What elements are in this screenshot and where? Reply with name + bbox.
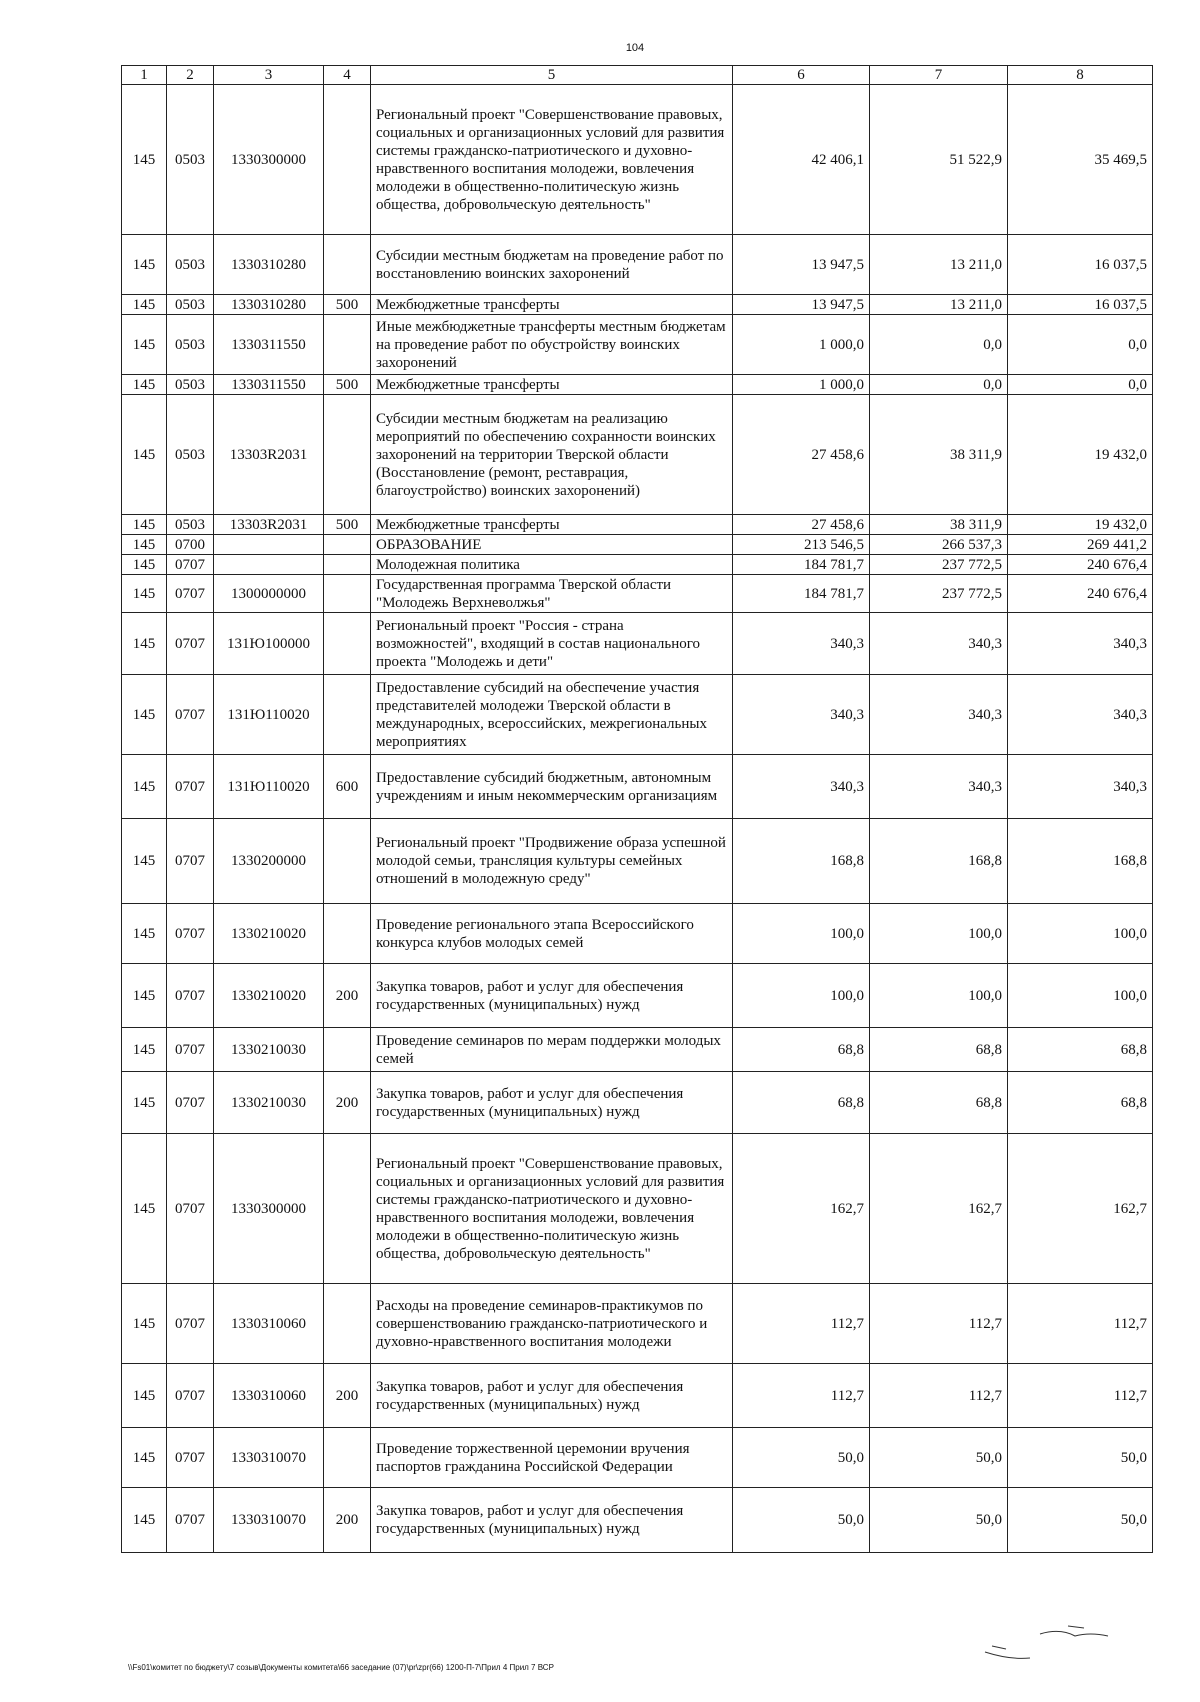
cell-col-5: Проведение торжественной церемонии вручения паспортов гражданина Российской Федерации xyxy=(371,1428,733,1488)
cell-col-3: 1330310070 xyxy=(214,1428,324,1488)
cell-col-8: 50,0 xyxy=(1008,1488,1153,1553)
cell-col-4 xyxy=(324,1428,371,1488)
cell-col-8: 68,8 xyxy=(1008,1072,1153,1134)
cell-col-4 xyxy=(324,535,371,555)
cell-col-1: 145 xyxy=(122,964,167,1028)
cell-col-6: 1 000,0 xyxy=(733,375,870,395)
cell-col-6: 168,8 xyxy=(733,819,870,904)
cell-col-5: Межбюджетные трансферты xyxy=(371,295,733,315)
cell-col-6: 68,8 xyxy=(733,1072,870,1134)
cell-col-5: Проведение регионального этапа Всероссийского конкурса клубов молодых семей xyxy=(371,904,733,964)
cell-col-4 xyxy=(324,904,371,964)
table-row xyxy=(122,235,1153,295)
cell-col-8: 162,7 xyxy=(1008,1134,1153,1284)
cell-col-7: 340,3 xyxy=(870,675,1008,755)
column-number: 5 xyxy=(371,66,733,85)
cell-col-1: 145 xyxy=(122,395,167,515)
cell-col-8: 240 676,4 xyxy=(1008,555,1153,575)
column-number: 6 xyxy=(733,66,870,85)
budget-table xyxy=(121,65,1153,1553)
table-row xyxy=(122,1364,1153,1428)
cell-col-6: 112,7 xyxy=(733,1364,870,1428)
cell-col-3: 13303R2031 xyxy=(214,395,324,515)
table-row xyxy=(122,85,1153,235)
cell-col-6: 68,8 xyxy=(733,1028,870,1072)
cell-col-2: 0707 xyxy=(167,1284,214,1364)
cell-col-3: 1330300000 xyxy=(214,85,324,235)
cell-col-4: 500 xyxy=(324,375,371,395)
table-row xyxy=(122,755,1153,819)
cell-col-3: 1330210020 xyxy=(214,964,324,1028)
cell-col-7: 168,8 xyxy=(870,819,1008,904)
cell-col-3: 1330310280 xyxy=(214,235,324,295)
cell-col-5: Закупка товаров, работ и услуг для обеспечения государственных (муниципальных) нужд xyxy=(371,1072,733,1134)
cell-col-8: 112,7 xyxy=(1008,1284,1153,1364)
cell-col-2: 0707 xyxy=(167,1134,214,1284)
cell-col-1: 145 xyxy=(122,515,167,535)
cell-col-6: 13 947,5 xyxy=(733,235,870,295)
cell-col-2: 0503 xyxy=(167,395,214,515)
cell-col-4 xyxy=(324,613,371,675)
table-row xyxy=(122,575,1153,613)
cell-col-4: 200 xyxy=(324,1488,371,1553)
cell-col-4: 200 xyxy=(324,1072,371,1134)
cell-col-6: 42 406,1 xyxy=(733,85,870,235)
column-number: 2 xyxy=(167,66,214,85)
page-number: 104 xyxy=(625,42,645,54)
column-number: 1 xyxy=(122,66,167,85)
cell-col-4: 500 xyxy=(324,515,371,535)
cell-col-1: 145 xyxy=(122,675,167,755)
cell-col-8: 0,0 xyxy=(1008,375,1153,395)
cell-col-7: 38 311,9 xyxy=(870,395,1008,515)
cell-col-4 xyxy=(324,1134,371,1284)
cell-col-2: 0503 xyxy=(167,235,214,295)
column-number-row xyxy=(122,66,1153,85)
cell-col-4 xyxy=(324,575,371,613)
cell-col-6: 340,3 xyxy=(733,675,870,755)
table-row xyxy=(122,535,1153,555)
cell-col-4 xyxy=(324,85,371,235)
cell-col-6: 184 781,7 xyxy=(733,555,870,575)
cell-col-2: 0707 xyxy=(167,755,214,819)
column-number: 4 xyxy=(324,66,371,85)
cell-col-2: 0707 xyxy=(167,819,214,904)
cell-col-2: 0503 xyxy=(167,315,214,375)
cell-col-8: 168,8 xyxy=(1008,819,1153,904)
cell-col-3: 1330310060 xyxy=(214,1284,324,1364)
cell-col-3: 131Ю100000 xyxy=(214,613,324,675)
column-number: 3 xyxy=(214,66,324,85)
cell-col-3: 1330300000 xyxy=(214,1134,324,1284)
file-path-footer: \\Fs01\комитет по бюджету\7 созыв\Документы комитета\66 заседание (07)\pr\zpr(66) 1200-П-7\Прил 4 Прил 7 ВСР xyxy=(128,1663,554,1672)
cell-col-2: 0503 xyxy=(167,515,214,535)
cell-col-6: 112,7 xyxy=(733,1284,870,1364)
cell-col-5: Региональный проект "Продвижение образа успешной молодой семьи, трансляция культуры семейных отношений в молодежную среду" xyxy=(371,819,733,904)
cell-col-7: 237 772,5 xyxy=(870,575,1008,613)
cell-col-1: 145 xyxy=(122,555,167,575)
cell-col-8: 0,0 xyxy=(1008,315,1153,375)
cell-col-8: 100,0 xyxy=(1008,904,1153,964)
cell-col-2: 0707 xyxy=(167,964,214,1028)
cell-col-8: 240 676,4 xyxy=(1008,575,1153,613)
table-row xyxy=(122,613,1153,675)
table-row xyxy=(122,315,1153,375)
cell-col-1: 145 xyxy=(122,295,167,315)
cell-col-5: Предоставление субсидий на обеспечение участия представителей молодежи Тверской области в международных, всероссийских, межрегиональных мероприятиях xyxy=(371,675,733,755)
table-row xyxy=(122,1488,1153,1553)
table-row xyxy=(122,295,1153,315)
cell-col-1: 145 xyxy=(122,1028,167,1072)
cell-col-6: 50,0 xyxy=(733,1428,870,1488)
cell-col-5: Субсидии местным бюджетам на реализацию мероприятий по обеспечению сохранности воинских захоронений на территории Тверской области (Восстановление (ремонт, реставрация, благоустройство) воинских захоронений) xyxy=(371,395,733,515)
cell-col-6: 213 546,5 xyxy=(733,535,870,555)
cell-col-3 xyxy=(214,535,324,555)
cell-col-7: 13 211,0 xyxy=(870,295,1008,315)
cell-col-8: 19 432,0 xyxy=(1008,515,1153,535)
cell-col-1: 145 xyxy=(122,575,167,613)
cell-col-4 xyxy=(324,819,371,904)
cell-col-2: 0707 xyxy=(167,1028,214,1072)
cell-col-7: 237 772,5 xyxy=(870,555,1008,575)
cell-col-4 xyxy=(324,235,371,295)
cell-col-4: 600 xyxy=(324,755,371,819)
cell-col-2: 0707 xyxy=(167,904,214,964)
cell-col-1: 145 xyxy=(122,535,167,555)
cell-col-5: Региональный проект "Совершенствование правовых, социальных и организационных условий для развития системы гражданско-патриотического и духовно-нравственного воспитания молодежи, вовлечения молодежи в общественно-политическую жизнь общества, добровольческую деятельность" xyxy=(371,1134,733,1284)
table-row xyxy=(122,819,1153,904)
cell-col-5: Иные межбюджетные трансферты местным бюджетам на проведение работ по обустройству воинских захоронений xyxy=(371,315,733,375)
signature-mark xyxy=(980,1622,1130,1662)
cell-col-2: 0707 xyxy=(167,675,214,755)
column-number: 8 xyxy=(1008,66,1153,85)
cell-col-6: 340,3 xyxy=(733,755,870,819)
cell-col-5: Закупка товаров, работ и услуг для обеспечения государственных (муниципальных) нужд xyxy=(371,1488,733,1553)
cell-col-2: 0707 xyxy=(167,1488,214,1553)
table-row xyxy=(122,1428,1153,1488)
cell-col-7: 162,7 xyxy=(870,1134,1008,1284)
cell-col-4 xyxy=(324,555,371,575)
table-row xyxy=(122,515,1153,535)
cell-col-7: 50,0 xyxy=(870,1488,1008,1553)
cell-col-1: 145 xyxy=(122,85,167,235)
cell-col-1: 145 xyxy=(122,315,167,375)
cell-col-8: 340,3 xyxy=(1008,613,1153,675)
cell-col-4 xyxy=(324,395,371,515)
cell-col-8: 16 037,5 xyxy=(1008,295,1153,315)
cell-col-1: 145 xyxy=(122,904,167,964)
cell-col-5: ОБРАЗОВАНИЕ xyxy=(371,535,733,555)
cell-col-8: 16 037,5 xyxy=(1008,235,1153,295)
cell-col-3: 1300000000 xyxy=(214,575,324,613)
table-body xyxy=(122,66,1153,1553)
cell-col-2: 0700 xyxy=(167,535,214,555)
cell-col-2: 0707 xyxy=(167,575,214,613)
cell-col-5: Молодежная политика xyxy=(371,555,733,575)
cell-col-1: 145 xyxy=(122,1428,167,1488)
cell-col-3 xyxy=(214,555,324,575)
cell-col-8: 50,0 xyxy=(1008,1428,1153,1488)
cell-col-6: 27 458,6 xyxy=(733,515,870,535)
cell-col-7: 112,7 xyxy=(870,1284,1008,1364)
cell-col-3: 13303R2031 xyxy=(214,515,324,535)
cell-col-3: 1330210030 xyxy=(214,1028,324,1072)
cell-col-8: 112,7 xyxy=(1008,1364,1153,1428)
cell-col-1: 145 xyxy=(122,1284,167,1364)
cell-col-8: 100,0 xyxy=(1008,964,1153,1028)
cell-col-6: 50,0 xyxy=(733,1488,870,1553)
cell-col-1: 145 xyxy=(122,613,167,675)
table-row xyxy=(122,1284,1153,1364)
cell-col-4 xyxy=(324,1284,371,1364)
cell-col-4: 200 xyxy=(324,1364,371,1428)
table-row xyxy=(122,964,1153,1028)
cell-col-7: 38 311,9 xyxy=(870,515,1008,535)
cell-col-1: 145 xyxy=(122,755,167,819)
cell-col-2: 0707 xyxy=(167,1428,214,1488)
cell-col-5: Проведение семинаров по мерам поддержки молодых семей xyxy=(371,1028,733,1072)
cell-col-5: Закупка товаров, работ и услуг для обеспечения государственных (муниципальных) нужд xyxy=(371,964,733,1028)
cell-col-4 xyxy=(324,315,371,375)
cell-col-2: 0707 xyxy=(167,613,214,675)
cell-col-3: 1330210030 xyxy=(214,1072,324,1134)
cell-col-5: Региональный проект "Россия - страна возможностей", входящий в состав национального проекта "Молодежь и дети" xyxy=(371,613,733,675)
cell-col-7: 112,7 xyxy=(870,1364,1008,1428)
cell-col-3: 1330210020 xyxy=(214,904,324,964)
cell-col-4 xyxy=(324,675,371,755)
cell-col-5: Субсидии местным бюджетам на проведение работ по восстановлению воинских захоронений xyxy=(371,235,733,295)
cell-col-4 xyxy=(324,1028,371,1072)
cell-col-7: 13 211,0 xyxy=(870,235,1008,295)
cell-col-1: 145 xyxy=(122,1488,167,1553)
cell-col-5: Закупка товаров, работ и услуг для обеспечения государственных (муниципальных) нужд xyxy=(371,1364,733,1428)
cell-col-3: 1330311550 xyxy=(214,375,324,395)
cell-col-5: Расходы на проведение семинаров-практикумов по совершенствованию гражданско-патриотического и духовно-нравственного воспитания молодежи xyxy=(371,1284,733,1364)
cell-col-7: 100,0 xyxy=(870,904,1008,964)
column-number: 7 xyxy=(870,66,1008,85)
cell-col-2: 0503 xyxy=(167,85,214,235)
cell-col-6: 1 000,0 xyxy=(733,315,870,375)
cell-col-7: 0,0 xyxy=(870,315,1008,375)
cell-col-7: 0,0 xyxy=(870,375,1008,395)
cell-col-5: Региональный проект "Совершенствование правовых, социальных и организационных условий для развития системы гражданско-патриотического и духовно-нравственного воспитания молодежи, вовлечения молодежи в общественно-политическую жизнь общества, добровольческую деятельность" xyxy=(371,85,733,235)
cell-col-1: 145 xyxy=(122,1364,167,1428)
cell-col-6: 340,3 xyxy=(733,613,870,675)
cell-col-3: 1330310070 xyxy=(214,1488,324,1553)
cell-col-3: 131Ю110020 xyxy=(214,675,324,755)
table-row xyxy=(122,1028,1153,1072)
table-row xyxy=(122,395,1153,515)
cell-col-7: 68,8 xyxy=(870,1028,1008,1072)
cell-col-4: 200 xyxy=(324,964,371,1028)
cell-col-1: 145 xyxy=(122,1072,167,1134)
cell-col-2: 0707 xyxy=(167,1072,214,1134)
cell-col-3: 1330311550 xyxy=(214,315,324,375)
cell-col-3: 1330200000 xyxy=(214,819,324,904)
cell-col-3: 1330310280 xyxy=(214,295,324,315)
cell-col-5: Предоставление субсидий бюджетным, автономным учреждениям и иным некоммерческим организациям xyxy=(371,755,733,819)
cell-col-8: 340,3 xyxy=(1008,675,1153,755)
cell-col-5: Межбюджетные трансферты xyxy=(371,375,733,395)
cell-col-3: 131Ю110020 xyxy=(214,755,324,819)
cell-col-8: 19 432,0 xyxy=(1008,395,1153,515)
cell-col-1: 145 xyxy=(122,1134,167,1284)
cell-col-7: 266 537,3 xyxy=(870,535,1008,555)
cell-col-5: Межбюджетные трансферты xyxy=(371,515,733,535)
cell-col-2: 0707 xyxy=(167,555,214,575)
cell-col-2: 0503 xyxy=(167,295,214,315)
cell-col-6: 100,0 xyxy=(733,964,870,1028)
table-row xyxy=(122,375,1153,395)
cell-col-5: Государственная программа Тверской области "Молодежь Верхневолжья" xyxy=(371,575,733,613)
cell-col-7: 68,8 xyxy=(870,1072,1008,1134)
cell-col-6: 13 947,5 xyxy=(733,295,870,315)
cell-col-2: 0503 xyxy=(167,375,214,395)
table-row xyxy=(122,555,1153,575)
table-row xyxy=(122,904,1153,964)
cell-col-8: 269 441,2 xyxy=(1008,535,1153,555)
cell-col-6: 162,7 xyxy=(733,1134,870,1284)
cell-col-8: 68,8 xyxy=(1008,1028,1153,1072)
cell-col-1: 145 xyxy=(122,375,167,395)
cell-col-7: 100,0 xyxy=(870,964,1008,1028)
cell-col-6: 100,0 xyxy=(733,904,870,964)
cell-col-8: 340,3 xyxy=(1008,755,1153,819)
cell-col-6: 27 458,6 xyxy=(733,395,870,515)
table-row xyxy=(122,675,1153,755)
cell-col-3: 1330310060 xyxy=(214,1364,324,1428)
cell-col-7: 51 522,9 xyxy=(870,85,1008,235)
cell-col-4: 500 xyxy=(324,295,371,315)
cell-col-7: 340,3 xyxy=(870,613,1008,675)
cell-col-6: 184 781,7 xyxy=(733,575,870,613)
table-row xyxy=(122,1072,1153,1134)
cell-col-1: 145 xyxy=(122,235,167,295)
cell-col-1: 145 xyxy=(122,819,167,904)
cell-col-2: 0707 xyxy=(167,1364,214,1428)
table-row xyxy=(122,1134,1153,1284)
cell-col-8: 35 469,5 xyxy=(1008,85,1153,235)
cell-col-7: 50,0 xyxy=(870,1428,1008,1488)
cell-col-7: 340,3 xyxy=(870,755,1008,819)
